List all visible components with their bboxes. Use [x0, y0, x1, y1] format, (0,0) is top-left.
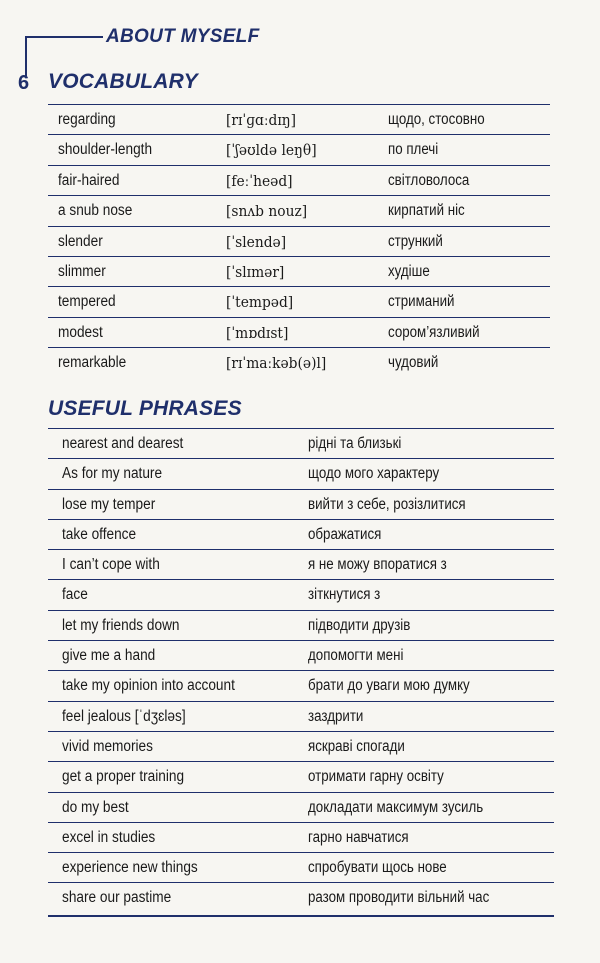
- phrase-english: experience new things: [62, 859, 198, 877]
- phrase-row: [48, 610, 554, 640]
- vocabulary-row: [48, 134, 550, 164]
- vocabulary-transcription: [ˈslɪmər]: [226, 262, 285, 281]
- vocabulary-row: [48, 195, 550, 225]
- phrase-english: vivid memories: [62, 737, 153, 755]
- vocabulary-row: [48, 256, 550, 286]
- phrase-translation: підводити друзів: [308, 616, 411, 634]
- phrase-row: [48, 731, 554, 761]
- vocabulary-translation: худіше: [388, 262, 430, 280]
- phrase-translation: рідні та близькі: [308, 435, 402, 452]
- phrase-row: [48, 458, 554, 488]
- table-bottom-rule: [48, 915, 554, 917]
- phrase-row: [48, 519, 554, 549]
- vocabulary-translation: світловолоса: [388, 171, 470, 189]
- vocabulary-term: regarding: [58, 111, 116, 128]
- phrase-row: [48, 852, 554, 882]
- phrase-translation: отримати гарну освіту: [308, 768, 444, 786]
- vocabulary-transcription: [snʌb nouz]: [226, 202, 308, 221]
- phrase-english: feel jealous [ˈdʒɛləs]: [62, 707, 186, 725]
- phrase-row: [48, 670, 554, 700]
- phrase-translation: разом проводити вільний час: [308, 889, 490, 907]
- useful-phrases-title: USEFUL PHRASES: [48, 397, 242, 420]
- phrase-row: [48, 792, 554, 822]
- vocabulary-transcription: [ˈmɒdɪst]: [226, 323, 289, 342]
- useful-phrases-table: [48, 428, 554, 913]
- vocabulary-transcription: [ˈʃəʊldə leŋθ]: [226, 141, 317, 160]
- phrase-english: let my friends down: [62, 616, 180, 634]
- phrase-row: [48, 549, 554, 579]
- vocabulary-term: a snub nose: [58, 202, 133, 220]
- phrase-translation: вийти з себе, розізлитися: [308, 495, 466, 513]
- phrase-row: [48, 701, 554, 731]
- header-bracket-horizontal: [25, 36, 103, 38]
- phrase-row: [48, 761, 554, 791]
- phrase-translation: спробувати щось нове: [308, 859, 447, 877]
- chapter-title: ABOUT MYSELF: [106, 26, 260, 47]
- vocabulary-term: tempered: [58, 293, 116, 311]
- phrase-row: [48, 579, 554, 609]
- vocabulary-transcription: [feːˈheəd]: [226, 171, 293, 190]
- vocabulary-transcription: [ˈslendə]: [226, 232, 287, 251]
- vocabulary-term: shoulder-length: [58, 141, 153, 159]
- vocabulary-term: fair-haired: [58, 171, 120, 189]
- phrase-translation: докладати максимум зусиль: [308, 798, 484, 816]
- vocabulary-translation: стрункий: [388, 232, 443, 250]
- phrase-english: nearest and dearest: [62, 435, 184, 452]
- phrase-row: [48, 489, 554, 519]
- vocabulary-transcription: [rɪˈɡɑːdɪŋ]: [226, 111, 297, 129]
- phrase-english: lose my temper: [62, 495, 156, 513]
- phrase-english: take my opinion into account: [62, 677, 235, 695]
- phrase-row: [48, 822, 554, 852]
- page-number: 6: [18, 72, 30, 94]
- vocabulary-row: [48, 347, 550, 377]
- vocabulary-translation: стриманий: [388, 293, 455, 311]
- phrase-translation: зіткнутися з: [308, 586, 381, 604]
- vocabulary-term: remarkable: [58, 354, 127, 372]
- phrase-english: share our pastime: [62, 889, 172, 907]
- vocabulary-translation: по плечі: [388, 141, 439, 159]
- phrase-english: take offence: [62, 525, 137, 543]
- vocabulary-table: [48, 104, 550, 378]
- vocabulary-row: [48, 104, 550, 134]
- phrase-translation: допомогти мені: [308, 647, 404, 665]
- vocabulary-row: [48, 226, 550, 256]
- vocabulary-translation: щодо, стосовно: [388, 111, 485, 128]
- vocabulary-translation: чудовий: [388, 354, 439, 372]
- vocabulary-transcription: [ˈtempəd]: [226, 293, 294, 312]
- phrase-english: excel in studies: [62, 828, 156, 846]
- phrase-english: face: [62, 586, 88, 604]
- phrase-row: [48, 428, 554, 458]
- vocabulary-title: VOCABULARY: [48, 70, 198, 93]
- phrase-english: give me a hand: [62, 647, 156, 665]
- phrase-english: get a proper training: [62, 768, 185, 786]
- phrase-translation: щодо мого характеру: [308, 465, 440, 483]
- vocabulary-row: [48, 165, 550, 195]
- vocabulary-row: [48, 286, 550, 316]
- phrase-translation: брати до уваги мою думку: [308, 677, 470, 695]
- vocabulary-term: slimmer: [58, 262, 106, 280]
- vocabulary-term: slender: [58, 232, 103, 250]
- phrase-translation: гарно навчатися: [308, 828, 409, 846]
- vocabulary-translation: кирпатий ніс: [388, 202, 465, 220]
- phrase-english: As for my nature: [62, 465, 163, 483]
- vocabulary-transcription: [rɪˈmaːkəb(ə)l]: [226, 354, 327, 373]
- phrase-translation: ображатися: [308, 525, 382, 543]
- phrase-row: [48, 882, 554, 912]
- vocabulary-row: [48, 317, 550, 347]
- phrase-english: do my best: [62, 798, 129, 816]
- phrase-translation: яскраві спогади: [308, 737, 405, 755]
- phrase-english: I can’t cope with: [62, 556, 160, 574]
- phrase-translation: заздрити: [308, 707, 364, 725]
- vocabulary-translation: сором’язливий: [388, 323, 480, 341]
- header-bracket-vertical: [25, 36, 27, 76]
- phrase-translation: я не можу впоратися з: [308, 556, 447, 574]
- phrase-row: [48, 640, 554, 670]
- vocabulary-term: modest: [58, 323, 103, 341]
